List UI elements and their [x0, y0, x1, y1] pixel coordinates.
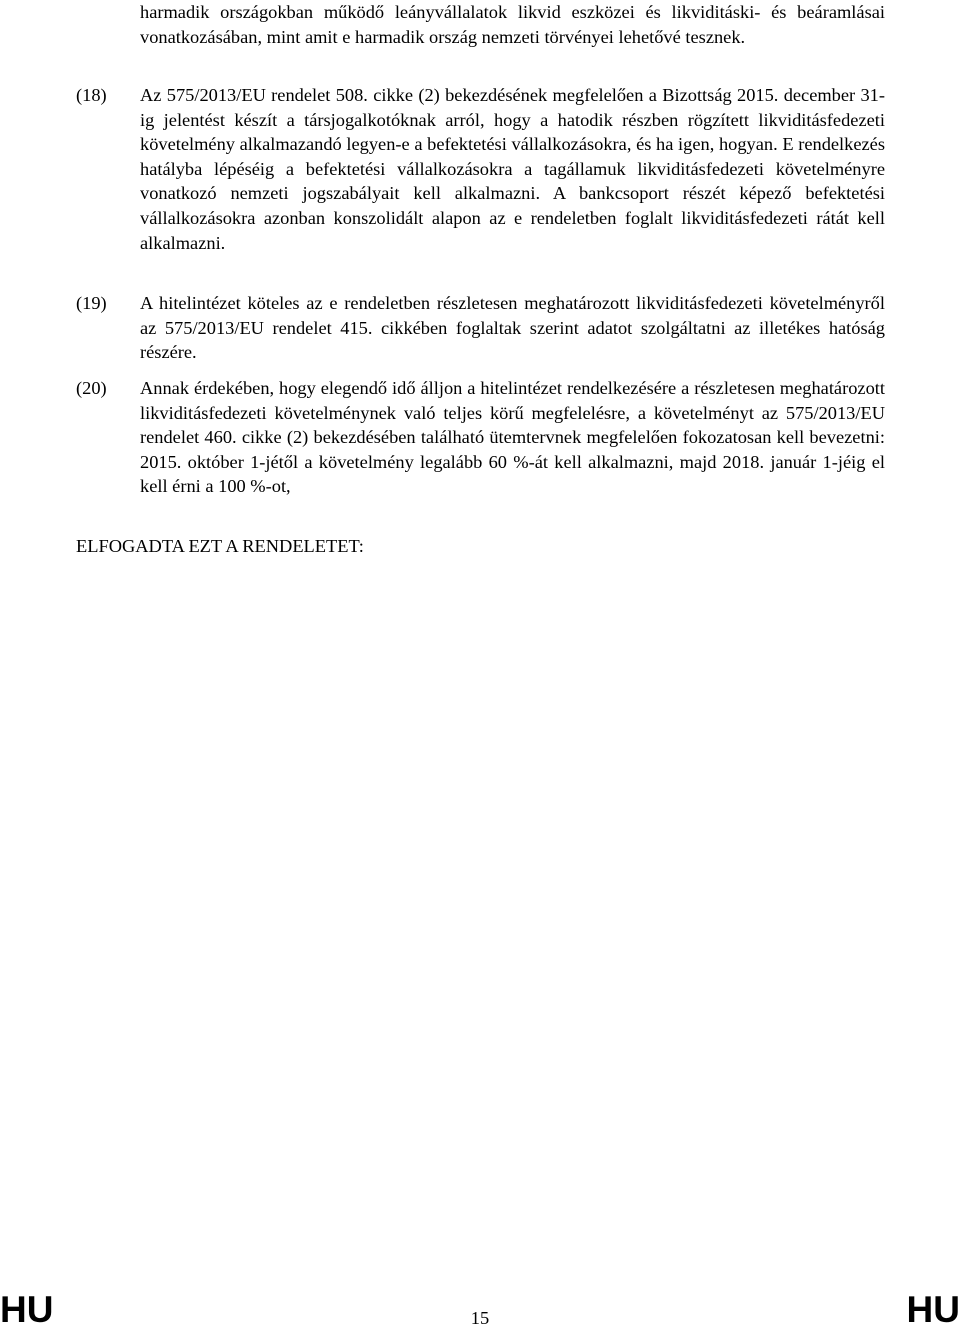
closing-formula: ELFOGADTA EZT A RENDELETET: [76, 536, 364, 556]
paragraph-18: Az 575/2013/EU rendelet 508. cikke (2) bekezdésének megfelelően a Bizottság 2015. december 31-ig jelentést készít a társjogalkotóknak arról, hogy a hatodik részben rögzített likviditásfedezeti követelmény alkalmazandó legyen-e a befektetési vállalkozásokra, és ha igen, hogyan. E rendelkezés hatályba lépéséig a befektetési vállalkozásokra a tagállamuk likviditásfedezeti követelményre vonatkozó nemzeti jogszabályait kell alkalmazni. A bankcsoport részét képező befektetési vállalkozásokra azonban konszolidált alapon az e rendeletben foglalt likviditásfedezeti rátát kell alkalmazni. [140, 85, 885, 253]
paragraph-20: Annak érdekében, hogy elegendő idő álljon a hitelintézet rendelkezésére a részletesen meghatározott likviditásfedezeti követelménynek való teljes körű megfelelésre, a követelményt az 575/2013/EU rendelet 460. cikke (2) bekezdésében található ütemtervnek megfelelően fokozatosan kell bevezetni: 2015. október 1-jétől a követelmény legalább 60 %-át kell alkalmazni, majd 2018. január 1-jéig el kell érni a 100 %-ot, [140, 378, 885, 497]
paragraph-19: A hitelintézet köteles az e rendeletben részletesen meghatározott likviditásfedezeti követelményről az 575/2013/EU rendelet 415. cikkében foglaltak szerint adatot szolgáltatni az illetékes hatóság részére. [140, 293, 885, 363]
continuation-paragraph: harmadik országokban működő leányvállalatok likvid eszközei és likviditáski- és beáramlásai vonatkozásában, mint amit e harmadik ország nemzeti törvényei lehetővé tesznek. [140, 2, 885, 47]
footer-language-left: HU [0, 1289, 54, 1330]
page-number: 15 [470, 1308, 490, 1328]
paragraph-number-18: (18) [76, 85, 107, 105]
footer-language-right: HU [906, 1289, 960, 1330]
paragraph-number-19: (19) [76, 293, 107, 313]
paragraph-number-20: (20) [76, 378, 107, 398]
